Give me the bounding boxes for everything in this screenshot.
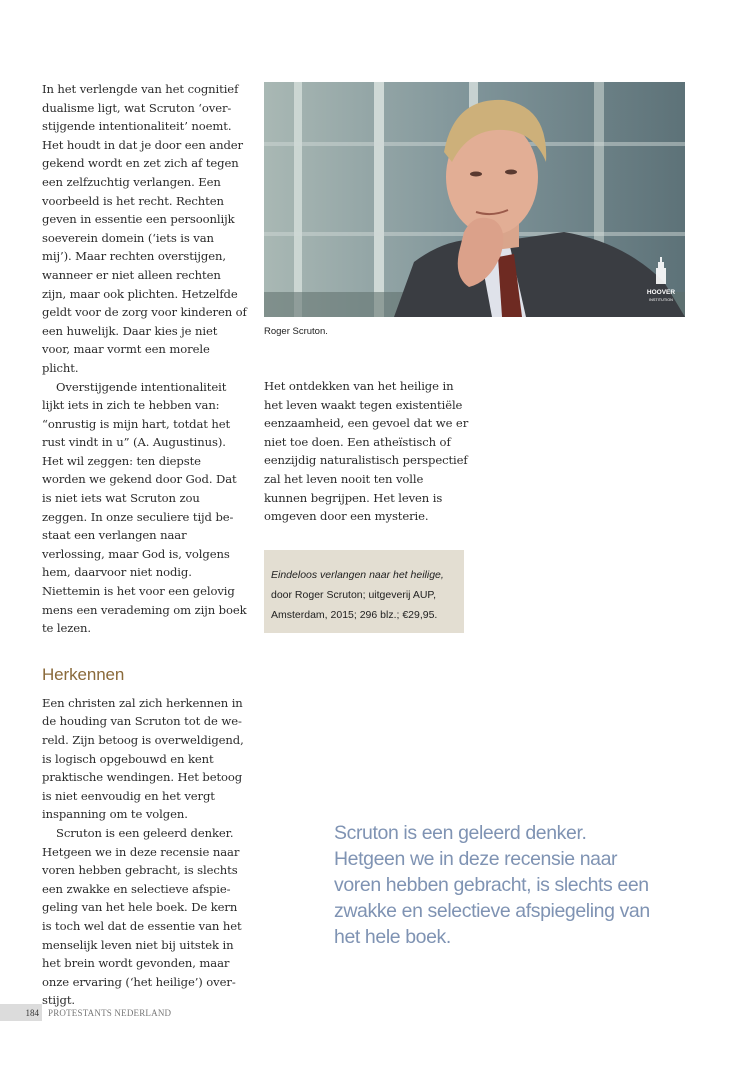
watermark-institution: INSTITUTION bbox=[649, 298, 673, 302]
publication-name: PROTESTANTS NEDERLAND bbox=[48, 1007, 172, 1018]
pull-quote: Scruton is een geleerd denker. Hetgeen we in deze recensie naar voren hebben gebracht, is slechts een zwakke en selectieve afspiegeling van het hele boek. bbox=[334, 822, 650, 948]
paragraph: Overstijgende intentionaliteit lijkt iets in zich te hebben van: “onrustig is mijn hart, totdat het rust vindt in u” (A. Augustinus). Het wil zeggen: ten diepste worden we gekend door God. Dat is niet iets wat Scruton zou zeggen. In onze seculiere tijd bestaat een verlangen naar verlossing, maar God is, volgens hem, daarvoor niet nodig. Niettemin is het voor een gelovig mens een verademing om zijn boek te lezen. bbox=[42, 379, 247, 636]
page-footer bbox=[0, 1004, 171, 1021]
page-number: 184 bbox=[0, 1004, 42, 1021]
paragraph: Het ontdekken van het heilige in het leven waakt tegen existentiële eenzaamheid, een gevoel dat we er niet toe doen. Een atheïstisch of eenzijdig naturalistisch perspectief zal het leven nooit ten volle kunnen begrijpen. Het leven is omgeven door een mysterie. bbox=[264, 379, 469, 524]
paragraph: In het verlengde van het cognitief dualisme ligt, wat Scruton ‘overstijgende intentionaliteit’ noemt. Het houdt in dat je door een ander gekend wordt en zet zich af tegen een zelfzuchtig verlangen. Een voorbeeld is het recht. Rechten geven in essentie een persoonlijk soeverein domein (‘iets is van mij’). Maar rechten overstijgen, wanneer er niet alleen rechten zijn, maar ook plichten. Hetzelfde geldt voor de zorg voor kinderen of een huwelijk. Daar kies je niet voor, maar vormt een morele plicht. bbox=[42, 82, 247, 375]
photo-caption: Roger Scruton. bbox=[264, 326, 328, 337]
book-details: door Roger Scruton; uitgeverij AUP, bbox=[271, 589, 436, 601]
paragraph: Scruton is een geleerd denker. Hetgeen we in deze recensie naar voren hebben gebracht, is slechts een zwakke en selectieve afspiegeling van het hele boek. De kern is toch wel dat de essentie van het menselijk leven niet bij uitstek in het brein wordt gevonden, maar onze ervaring (‘het heilige’) overstijgt. bbox=[42, 825, 242, 1008]
middle-column bbox=[264, 377, 469, 526]
paragraph: Een christen zal zich herkennen in de houding van Scruton tot de wereld. Zijn betoog is overweldigend, is logisch opgebouwd en kent praktische wendingen. Het betoog is niet eenvoudig en het vergt inspanning om te volgen. bbox=[42, 695, 244, 822]
watermark-hoover: HOOVER bbox=[646, 289, 676, 296]
portrait-photo bbox=[264, 82, 685, 317]
book-info-box bbox=[264, 550, 464, 633]
portrait-illustration bbox=[264, 82, 685, 317]
book-details: Amsterdam, 2015; 296 blz.; €29,95. bbox=[271, 609, 438, 621]
book-title: Eindeloos verlangen naar het heilige, bbox=[271, 569, 444, 581]
left-column bbox=[42, 80, 247, 1010]
section-heading: Herkennen bbox=[42, 664, 125, 684]
